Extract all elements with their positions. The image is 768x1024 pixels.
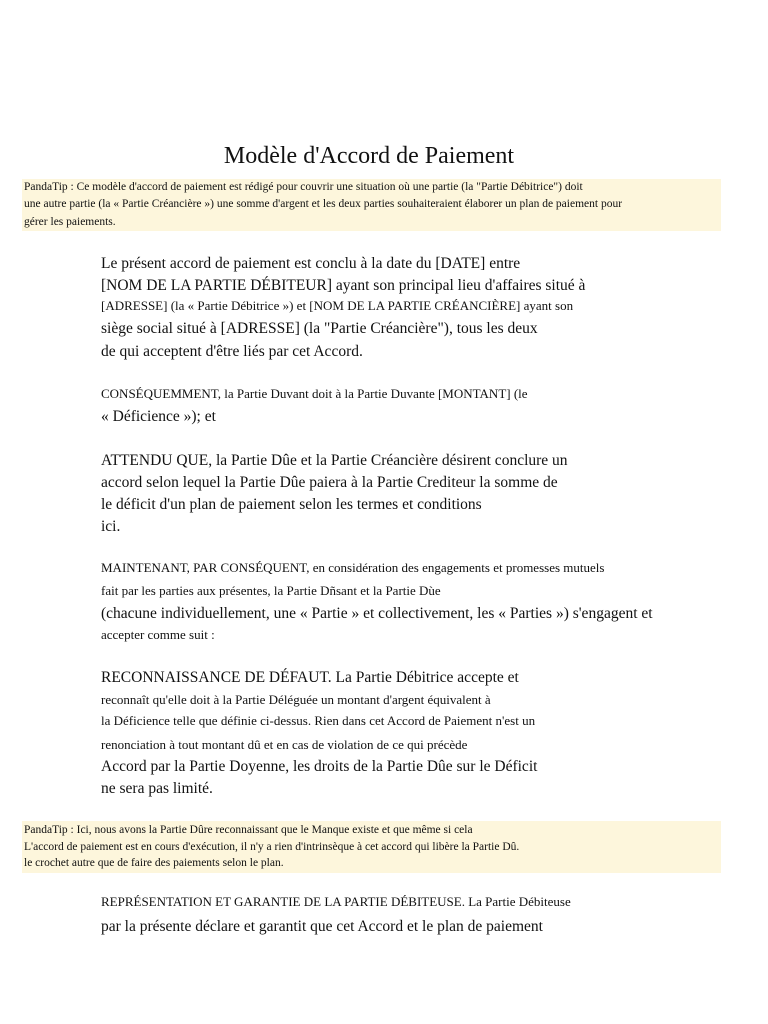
text-line: (chacune individuellement, une « Partie » et collectivement, les « Parties ») s'engagent et xyxy=(101,605,653,622)
pandatip-line: une autre partie (la « Partie Créancière ») une somme d'argent et les deux parties souhaiteraient élaborer un plan de paiement pour xyxy=(24,198,623,210)
text-line: ATTENDU QUE, la Partie Dûe et la Partie Créancière désirent conclure un xyxy=(101,452,568,469)
text-line: [ADRESSE] (la « Partie Débitrice ») et [NOM DE LA PARTIE CRÉANCIÈRE] ayant son xyxy=(101,298,574,313)
text-line: reconnaît qu'elle doit à la Partie Déléguée un montant d'argent équivalent à xyxy=(101,692,491,707)
text-line: MAINTENANT, PAR CONSÉQUENT, en considération des engagements et promesses mutuels xyxy=(101,560,605,575)
text-line: siège social situé à [ADRESSE] (la "Partie Créancière"), tous les deux xyxy=(101,320,538,337)
pandatip-line: gérer les paiements. xyxy=(24,216,116,228)
text-line: fait par les parties aux présentes, la Partie Dñsant et la Partie Dùe xyxy=(101,583,441,598)
page-title: Modèle d'Accord de Paiement xyxy=(223,143,515,170)
text-line: accord selon lequel la Partie Dûe paiera à la Partie Crediteur la somme de xyxy=(101,474,558,491)
pandatip-line: le crochet autre que de faire des paiements selon le plan. xyxy=(24,857,284,869)
text-line: ici. xyxy=(101,518,121,535)
text-line: par la présente déclare et garantit que cet Accord et le plan de paiement xyxy=(101,918,543,935)
text-line: « Déficience »); et xyxy=(101,408,216,425)
text-line: de qui acceptent d'être liés par cet Accord. xyxy=(101,343,363,360)
text-line: le déficit d'un plan de paiement selon les termes et conditions xyxy=(101,496,482,513)
text-line: ne sera pas limité. xyxy=(101,780,213,797)
text-line: CONSÉQUEMMENT, la Partie Duvant doit à la Partie Duvante [MONTANT] (le xyxy=(101,386,528,401)
text-line: la Déficience telle que définie ci-dessus. Rien dans cet Accord de Paiement n'est un xyxy=(101,713,536,728)
text-line: REPRÉSENTATION ET GARANTIE DE LA PARTIE DÉBITEUSE. La Partie Débiteuse xyxy=(101,894,571,909)
text-line: [NOM DE LA PARTIE DÉBITEUR] ayant son principal lieu d'affaires situé à xyxy=(101,277,586,294)
text-line: RECONNAISSANCE DE DÉFAUT. La Partie Débitrice accepte et xyxy=(101,669,519,686)
text-line: accepter comme suit : xyxy=(101,627,215,642)
text-line: Le présent accord de paiement est conclu à la date du [DATE] entre xyxy=(101,255,521,272)
text-line: Accord par la Partie Doyenne, les droits de la Partie Dûe sur le Déficit xyxy=(101,758,538,775)
pandatip-line: PandaTip : Ce modèle d'accord de paiement est rédigé pour couvrir une situation où une partie (la "Partie Débitrice") doit xyxy=(24,181,583,193)
pandatip-box xyxy=(22,821,721,873)
pandatip-box xyxy=(22,179,721,231)
pandatip-line: PandaTip : Ici, nous avons la Partie Dûre reconnaissant que le Manque existe et que même si cela xyxy=(24,824,473,836)
pandatip-line: L'accord de paiement est en cours d'exécution, il n'y a rien d'intrinsèque à cet accord qui libère la Partie Dû. xyxy=(24,841,520,853)
text-line: renonciation à tout montant dû et en cas de violation de ce qui précède xyxy=(101,737,468,752)
